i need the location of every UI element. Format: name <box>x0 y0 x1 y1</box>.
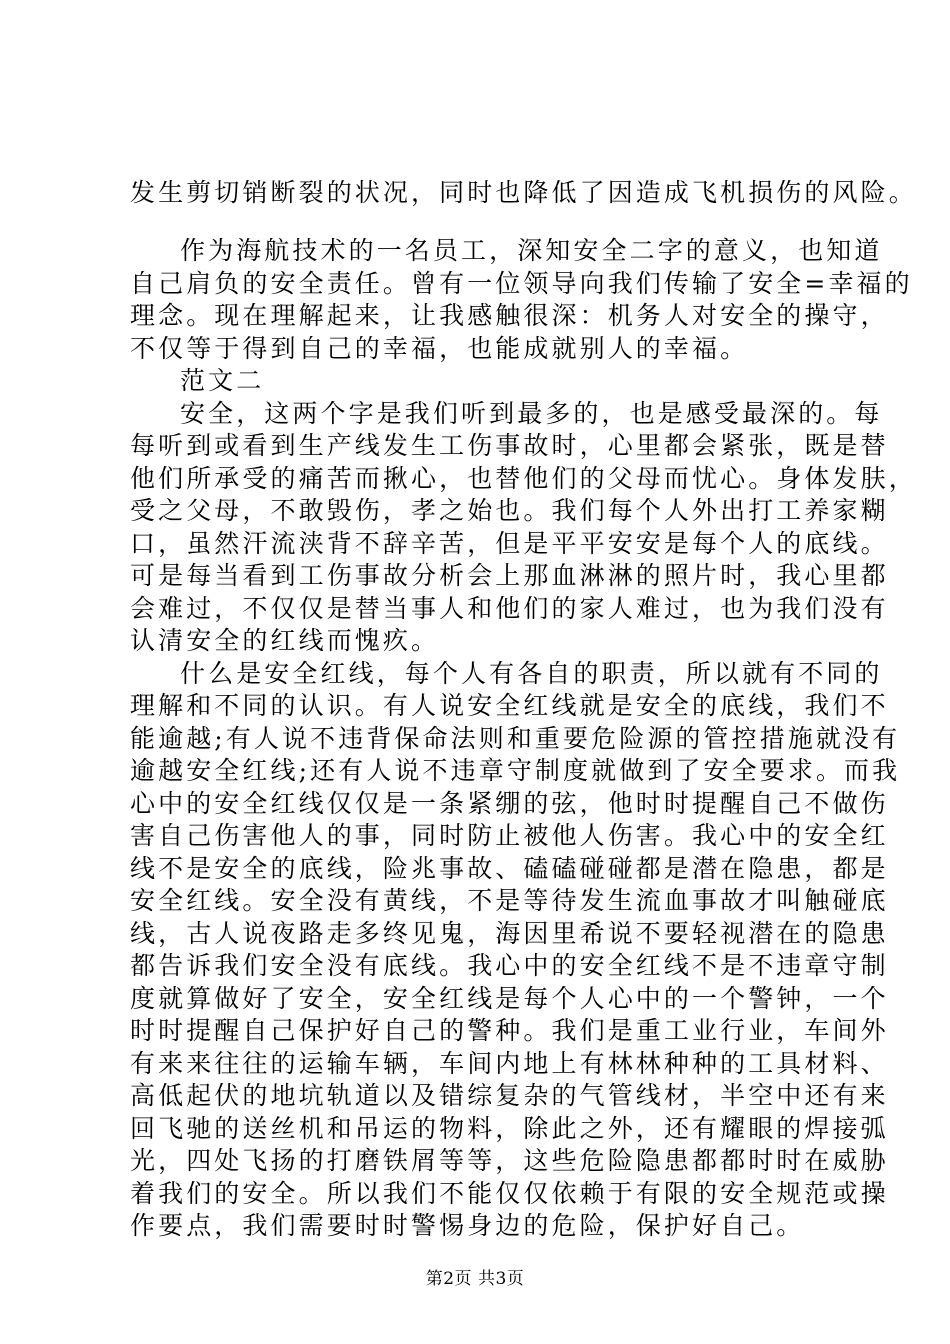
paragraph-line: 认清安全的红线而愧疚。 <box>130 626 440 655</box>
paragraph-line: 线，古人说夜路走多终见鬼，海因里希说不要轻视潜在的隐患 <box>130 919 889 948</box>
paragraph-line: 有来来往往的运输车辆，车间内地上有林林种种的工具材料、 <box>130 1049 889 1078</box>
paragraph-line: 他们所承受的痛苦而揪心，也替他们的父母而忧心。身体发肤， <box>130 464 917 493</box>
paragraph-line: 作为海航技术的一名员工，深知安全二字的意义，也知道 <box>180 236 883 265</box>
section-heading: 范文二 <box>180 366 265 395</box>
paragraph-line: 心中的安全红线仅仅是一条紧绷的弦，他时时提醒自己不做伤 <box>130 789 889 818</box>
paragraph-line: 时时提醒自己保护好自己的警种。我们是重工业行业，车间外 <box>130 1016 889 1045</box>
paragraph-line: 线不是安全的底线，险兆事故、磕磕碰碰都是潜在隐患，都是 <box>130 854 889 883</box>
paragraph-line: 可是每当看到工伤事故分析会上那血淋淋的照片时，我心里都 <box>130 561 889 590</box>
paragraph-line: 回飞驰的送丝机和吊运的物料，除此之外，还有耀眼的焊接弧 <box>130 1114 889 1143</box>
paragraph-line: 每听到或看到生产线发生工伤事故时，心里都会紧张，既是替 <box>130 431 889 460</box>
paragraph-line: 理解和不同的认识。有人说安全红线就是安全的底线，我们不 <box>130 691 889 720</box>
paragraph-line: 自己肩负的安全责任。曾有一位领导向我们传输了安全=幸福的 <box>130 269 913 298</box>
paragraph-line: 害自己伤害他人的事，同时防止被他人伤害。我心中的安全红 <box>130 821 889 850</box>
page-number-footer: 第2页 共3页 <box>425 1269 525 1289</box>
paragraph-line: 安全红线。安全没有黄线，不是等待发生流血事故才叫触碰底 <box>130 886 889 915</box>
paragraph-line: 受之父母，不敢毁伤，孝之始也。我们每个人外出打工养家糊 <box>130 496 889 525</box>
paragraph-line: 作要点，我们需要时时警惕身边的危险，保护好自己。 <box>130 1211 805 1240</box>
paragraph-line: 不仅等于得到自己的幸福，也能成就别人的幸福。 <box>130 334 749 363</box>
paragraph-line: 口，虽然汗流浃背不辞辛苦，但是平平安安是每个人的底线。 <box>130 529 889 558</box>
paragraph-line: 安全，这两个字是我们听到最多的，也是感受最深的。每 <box>180 399 883 428</box>
paragraph-line: 度就算做好了安全，安全红线是每个人心中的一个警钟，一个 <box>130 984 889 1013</box>
paragraph-line: 高低起伏的地坑轨道以及错综复杂的气管线材，半空中还有来 <box>130 1081 889 1110</box>
paragraph-line: 逾越安全红线;还有人说不违章守制度就做到了安全要求。而我 <box>130 756 901 785</box>
paragraph-line: 会难过，不仅仅是替当事人和他们的家人难过，也为我们没有 <box>130 594 889 623</box>
paragraph-line: 着我们的安全。所以我们不能仅仅依赖于有限的安全规范或操 <box>130 1179 889 1208</box>
paragraph-line: 能逾越;有人说不违背保命法则和重要危险源的管控措施就没有 <box>130 724 901 753</box>
paragraph-line: 都告诉我们安全没有底线。我心中的安全红线不是不违章守制 <box>130 951 889 980</box>
paragraph-line: 发生剪切销断裂的状况，同时也降低了因造成飞机损伤的风险。 <box>130 178 917 207</box>
paragraph-line: 理念。现在理解起来，让我感触很深：机务人对安全的操守， <box>130 301 889 330</box>
paragraph-line: 什么是安全红线，每个人有各自的职责，所以就有不同的 <box>180 659 883 688</box>
paragraph-line: 光，四处飞扬的打磨铁屑等等，这些危险隐患都都时时在威胁 <box>130 1146 889 1175</box>
